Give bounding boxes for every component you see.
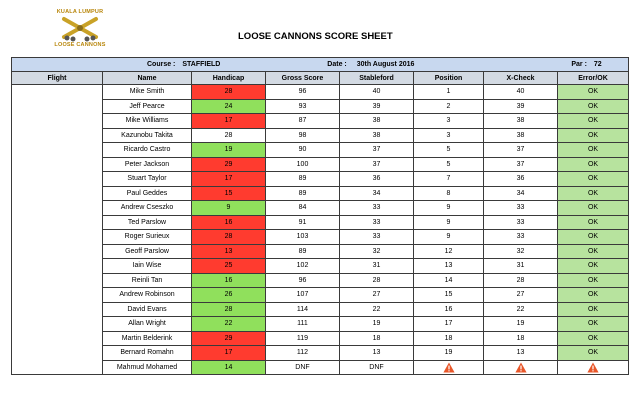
header-handicap: Handicap [192,72,266,85]
name-cell: Andrew Robinson [103,288,192,303]
name-cell: Paul Geddes [103,186,192,201]
course-info-cell [12,58,629,72]
gross-score-cell: 102 [266,259,340,274]
table-row [12,317,629,332]
gross-score-cell: 98 [266,128,340,143]
table-row [12,288,629,303]
status-cell: OK [558,331,629,346]
name-cell: Ricardo Castro [103,143,192,158]
name-cell: Iain Wise [103,259,192,274]
status-cell: OK [558,273,629,288]
x-check-cell: 33 [484,215,558,230]
warning-icon [484,362,557,373]
status-cell: OK [558,157,629,172]
table-row [12,128,629,143]
position-cell: 1 [414,85,484,100]
gross-score-cell: 90 [266,143,340,158]
stableford-cell: 33 [340,230,414,245]
table-row [12,302,629,317]
date-value: 30th August 2016 [356,61,415,68]
gross-score-cell: 84 [266,201,340,216]
x-check-cell: 38 [484,114,558,129]
position-cell: 3 [414,114,484,129]
gross-score-cell: 96 [266,85,340,100]
stableford-cell: 13 [340,346,414,361]
position-cell: 15 [414,288,484,303]
position-cell: 9 [414,230,484,245]
name-cell: Andrew Cseszko [103,201,192,216]
stableford-cell: 34 [340,186,414,201]
status-cell: OK [558,302,629,317]
x-check-cell: 13 [484,346,558,361]
gross-score-cell: 93 [266,99,340,114]
table-row [12,230,629,245]
x-check-cell [484,360,558,375]
course-info-row [12,58,629,72]
position-cell: 12 [414,244,484,259]
status-cell: OK [558,114,629,129]
logo-text-top: KUALA LUMPUR [56,9,104,15]
name-cell: Roger Surieux [103,230,192,245]
handicap-cell: 28 [192,128,266,143]
gross-score-cell: 100 [266,157,340,172]
position-cell: 14 [414,273,484,288]
status-cell: OK [558,186,629,201]
table-row [12,157,629,172]
name-cell: Ted Parslow [103,215,192,230]
x-check-cell: 36 [484,172,558,187]
handicap-cell: 16 [192,215,266,230]
status-cell: OK [558,201,629,216]
gross-score-cell: 89 [266,244,340,259]
table-row [12,143,629,158]
status-cell: OK [558,85,629,100]
handicap-cell: 13 [192,244,266,259]
gross-score-cell: 89 [266,186,340,201]
handicap-cell: 24 [192,99,266,114]
x-check-cell: 39 [484,99,558,114]
gross-score-cell: 114 [266,302,340,317]
status-cell: OK [558,99,629,114]
position-cell: 3 [414,128,484,143]
status-cell [558,360,629,375]
position-cell: 17 [414,317,484,332]
position-cell: 19 [414,346,484,361]
name-cell: Martin Belderink [103,331,192,346]
stableford-cell: 18 [340,331,414,346]
stableford-cell: 22 [340,302,414,317]
name-cell: Reinli Tan [103,273,192,288]
gross-score-cell: 107 [266,288,340,303]
name-cell: Kazunobu Takita [103,128,192,143]
x-check-cell: 19 [484,317,558,332]
status-cell: OK [558,346,629,361]
course-label: Course : [147,61,176,68]
date-label: Date : [327,61,347,68]
table-row [12,259,629,274]
status-cell: OK [558,244,629,259]
position-cell: 18 [414,331,484,346]
logo-text-bottom: LOOSE CANNONS [54,42,106,48]
score-table [11,57,629,375]
x-check-cell: 38 [484,128,558,143]
status-cell: OK [558,143,629,158]
handicap-cell: 17 [192,346,266,361]
par-label: Par : [571,61,587,68]
name-cell: Stuart Taylor [103,172,192,187]
table-row [12,201,629,216]
x-check-cell: 22 [484,302,558,317]
stableford-cell: 32 [340,244,414,259]
stableford-cell: 33 [340,215,414,230]
name-cell: Geoff Parslow [103,244,192,259]
table-row [12,99,629,114]
name-cell: Allan Wright [103,317,192,332]
gross-score-cell: 119 [266,331,340,346]
position-cell [414,360,484,375]
handicap-cell: 19 [192,143,266,158]
status-cell: OK [558,172,629,187]
x-check-cell: 31 [484,259,558,274]
status-cell: OK [558,128,629,143]
gross-score-cell: 111 [266,317,340,332]
name-cell: Mahmud Mohamed [103,360,192,375]
header-x-check: X-Check [484,72,558,85]
header-position: Position [414,72,484,85]
x-check-cell: 37 [484,157,558,172]
stableford-cell: DNF [340,360,414,375]
name-cell: David Evans [103,302,192,317]
x-check-cell: 40 [484,85,558,100]
x-check-cell: 37 [484,143,558,158]
x-check-cell: 34 [484,186,558,201]
stableford-cell: 33 [340,201,414,216]
table-row [12,215,629,230]
gross-score-cell: 103 [266,230,340,245]
name-cell: Jeff Pearce [103,99,192,114]
table-row [12,85,629,100]
stableford-cell: 37 [340,143,414,158]
name-cell: Mike Smith [103,85,192,100]
position-cell: 16 [414,302,484,317]
x-check-cell: 27 [484,288,558,303]
gross-score-cell: 87 [266,114,340,129]
handicap-cell: 14 [192,360,266,375]
header-name: Name [103,72,192,85]
stableford-cell: 36 [340,172,414,187]
header-stableford: Stableford [340,72,414,85]
handicap-cell: 28 [192,230,266,245]
handicap-cell: 29 [192,331,266,346]
handicap-cell: 16 [192,273,266,288]
position-cell: 9 [414,201,484,216]
header-error-ok: Error/OK [558,72,629,85]
x-check-cell: 33 [484,201,558,216]
header-gross-score: Gross Score [266,72,340,85]
handicap-cell: 28 [192,302,266,317]
x-check-cell: 33 [484,230,558,245]
x-check-cell: 28 [484,273,558,288]
position-cell: 5 [414,143,484,158]
stableford-cell: 19 [340,317,414,332]
position-cell: 5 [414,157,484,172]
handicap-cell: 26 [192,288,266,303]
stableford-cell: 27 [340,288,414,303]
header-row [12,72,629,85]
header-flight: Flight [12,72,103,85]
position-cell: 2 [414,99,484,114]
gross-score-cell: 96 [266,273,340,288]
table-row [12,273,629,288]
status-cell: OK [558,259,629,274]
handicap-cell: 25 [192,259,266,274]
club-logo [51,9,109,49]
position-cell: 9 [414,215,484,230]
stableford-cell: 40 [340,85,414,100]
handicap-cell: 15 [192,186,266,201]
name-cell: Bernard Romahn [103,346,192,361]
table-row [12,346,629,361]
warning-icon [414,362,483,373]
table-row [12,244,629,259]
handicap-cell: 29 [192,157,266,172]
page-title: LOOSE CANNONS SCORE SHEET [238,31,393,42]
name-cell: Mike Williams [103,114,192,129]
gross-score-cell: 91 [266,215,340,230]
name-cell: Peter Jackson [103,157,192,172]
handicap-cell: 9 [192,201,266,216]
x-check-cell: 32 [484,244,558,259]
par-value: 72 [593,61,602,68]
position-cell: 7 [414,172,484,187]
stableford-cell: 28 [340,273,414,288]
status-cell: OK [558,230,629,245]
stableford-cell: 39 [340,99,414,114]
warning-icon [558,362,628,373]
handicap-cell: 22 [192,317,266,332]
status-cell: OK [558,317,629,332]
gross-score-cell: 89 [266,172,340,187]
gross-score-cell: DNF [266,360,340,375]
status-cell: OK [558,288,629,303]
position-cell: 8 [414,186,484,201]
stableford-cell: 38 [340,128,414,143]
table-row [12,331,629,346]
stableford-cell: 31 [340,259,414,274]
course-value: STAFFIELD [182,61,221,68]
crossed-cannons-icon [61,16,99,42]
handicap-cell: 28 [192,85,266,100]
table-row [12,186,629,201]
table-row [12,172,629,187]
position-cell: 13 [414,259,484,274]
status-cell: OK [558,215,629,230]
handicap-cell: 17 [192,172,266,187]
x-check-cell: 18 [484,331,558,346]
handicap-cell: 17 [192,114,266,129]
stableford-cell: 37 [340,157,414,172]
flight-cell [12,85,103,375]
table-row [12,360,629,375]
stableford-cell: 38 [340,114,414,129]
gross-score-cell: 112 [266,346,340,361]
table-row [12,114,629,129]
